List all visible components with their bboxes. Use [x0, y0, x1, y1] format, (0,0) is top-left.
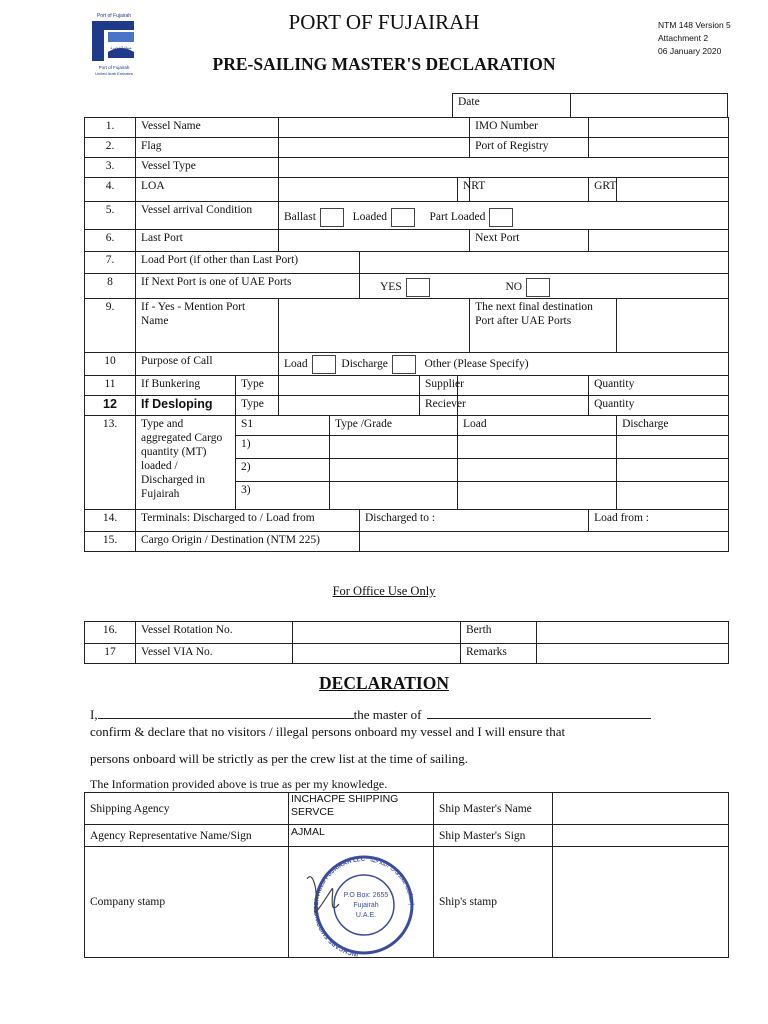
last-port-field[interactable]: [279, 230, 470, 252]
discharged-to-field[interactable]: [360, 510, 589, 532]
other-option-label: Other (Please Specify): [424, 358, 529, 371]
row-number: 6.: [85, 230, 136, 252]
office-table: [84, 621, 729, 664]
loa-field[interactable]: [279, 178, 458, 202]
loaded-label: Loaded: [352, 211, 388, 224]
declaration-line-1: [90, 706, 651, 723]
row-number: 7.: [85, 252, 136, 274]
row-number: 5.: [85, 202, 136, 230]
final-destination-field[interactable]: [617, 299, 729, 353]
office-row-16: [85, 622, 729, 644]
declaration-title: DECLARATION: [319, 673, 449, 693]
cargo-grade-field[interactable]: [330, 459, 458, 482]
next-port-label: Next Port: [470, 230, 589, 252]
stamp-pobox: P.O Box: 2655: [343, 892, 389, 899]
row-number: 13.: [85, 416, 136, 510]
cargo-load-field[interactable]: [458, 482, 617, 510]
last-port-label: Last Port: [136, 230, 279, 252]
form-row-13-header: [85, 416, 729, 436]
form-row-1: [85, 118, 729, 138]
arrival-condition-options: [279, 202, 729, 230]
load-option-label: Load: [284, 358, 308, 371]
main-form-table: [84, 117, 729, 552]
next-port-field[interactable]: [589, 230, 729, 252]
vessel-type-label: Vessel Type: [136, 158, 279, 178]
berth-field[interactable]: [537, 622, 729, 644]
loaded-checkbox[interactable]: [391, 208, 415, 227]
form-row-8: [85, 274, 729, 299]
cargo-row-index: 2): [236, 459, 330, 482]
declaration-line-4: The Information provided above is true as per my knowledge.: [90, 777, 388, 791]
cargo-load-header: Load: [458, 416, 617, 436]
cargo-load-field[interactable]: [458, 436, 617, 459]
load-from-label: Load from :: [594, 512, 650, 524]
declaration-line-2: confirm & declare that no visitors / illegal persons onboard my vessel and I will ensure that: [90, 724, 566, 739]
vessel-type-field[interactable]: [279, 158, 729, 178]
no-checkbox[interactable]: [526, 278, 550, 297]
form-row-4: [85, 178, 729, 202]
stamp-country: U.A.E.: [355, 912, 377, 919]
master-name-field[interactable]: [553, 793, 729, 825]
berth-label: Berth: [461, 622, 537, 644]
via-field[interactable]: [293, 644, 461, 664]
flag-field[interactable]: [279, 138, 470, 158]
form-row-5: [85, 202, 729, 230]
ballast-checkbox[interactable]: [320, 208, 344, 227]
logo-text-port: Port of Fujairah: [98, 65, 130, 70]
office-row-17: [85, 644, 729, 664]
cargo-row-index: 3): [236, 482, 330, 510]
desloping-type-label: Type: [236, 396, 279, 416]
cargo-grade-field[interactable]: [330, 436, 458, 459]
loa-label: LOA: [136, 178, 279, 202]
discharge-checkbox[interactable]: [392, 355, 416, 374]
grt-field[interactable]: [617, 178, 729, 202]
load-checkbox[interactable]: [312, 355, 336, 374]
date-table: [452, 93, 728, 118]
row-number: 9.: [85, 299, 136, 353]
nrt-field[interactable]: [470, 178, 589, 202]
final-destination-label: The next final destination Port after UAE Ports: [470, 299, 617, 353]
representative-row: [85, 825, 729, 847]
arrival-condition-label: Vessel arrival Condition: [136, 202, 279, 230]
ref-attachment: Attachment 2: [658, 33, 709, 43]
stamp-city: Fujairah: [353, 902, 379, 909]
imo-label: IMO Number: [470, 118, 589, 138]
cargo-discharge-field[interactable]: [617, 482, 729, 510]
shipping-agency-label: Shipping Agency: [85, 793, 289, 825]
row-number: 17: [85, 644, 136, 664]
cargo-discharge-field[interactable]: [617, 436, 729, 459]
ship-stamp-box[interactable]: [553, 847, 729, 958]
cargo-grade-header: Type /Grade: [330, 416, 458, 436]
discharged-to-label: Discharged to :: [365, 512, 436, 524]
master-sign-field[interactable]: [553, 825, 729, 847]
declarant-name-field[interactable]: [98, 706, 354, 719]
cargo-label: Type and aggregated Cargo quantity (MT) loaded / Discharged in Fujairah: [136, 416, 236, 510]
bunkering-type-label: Type: [236, 376, 279, 396]
company-stamp-seal: [297, 849, 427, 957]
vessel-name-blank[interactable]: [427, 706, 651, 719]
row-number: 15.: [85, 532, 136, 552]
company-stamp-label: Company stamp: [85, 847, 289, 958]
stamp-ring-text: INCHCAPE SHIPPING SERVICES FUJAIRAH LLC: [314, 856, 366, 957]
desloping-quantity-label: Quantity: [589, 396, 729, 416]
row-number: 3.: [85, 158, 136, 178]
bunkering-label: If Bunkering: [136, 376, 236, 396]
bunkering-quantity-label: Quantity: [589, 376, 729, 396]
page-subtitle: PRE-SAILING MASTER'S DECLARATION: [212, 54, 556, 74]
cargo-discharge-field[interactable]: [617, 459, 729, 482]
no-label: NO: [505, 281, 523, 294]
imo-field[interactable]: [589, 118, 729, 138]
form-row-15: [85, 532, 729, 552]
declaration-i: I,: [90, 707, 98, 722]
page-title: PORT OF FUJAIRAH: [288, 10, 480, 34]
cargo-origin-field[interactable]: [360, 532, 729, 552]
stamp-row: [85, 847, 729, 958]
row-number: 14.: [85, 510, 136, 532]
rotation-field[interactable]: [293, 622, 461, 644]
logo-text-country: United Arab Emirates: [95, 71, 133, 76]
master-name-label: Ship Master's Name: [434, 793, 553, 825]
row-number: 11: [85, 376, 136, 396]
form-row-11: [85, 376, 729, 396]
ship-stamp-label: Ship's stamp: [434, 847, 553, 958]
discharge-option-label: Discharge: [341, 358, 388, 371]
cargo-discharge-header: Discharge: [617, 416, 729, 436]
ref-date: 06 January 2020: [658, 46, 722, 56]
remarks-label: Remarks: [461, 644, 537, 664]
desloping-type-field[interactable]: [279, 396, 420, 416]
remarks-field[interactable]: [537, 644, 729, 664]
row-number: 8: [85, 274, 136, 299]
supplier-field[interactable]: [458, 376, 589, 396]
representative-label: Agency Representative Name/Sign: [85, 825, 289, 847]
load-port-label: Load Port (if other than Last Port): [136, 252, 360, 274]
yes-checkbox[interactable]: [406, 278, 430, 297]
row-number: 1.: [85, 118, 136, 138]
row-number: 12: [85, 396, 136, 416]
part-loaded-label: Part Loaded: [429, 211, 486, 224]
agency-row: [85, 793, 729, 825]
form-row-10: [85, 353, 729, 376]
ref-ntm: NTM 148 Version 5: [658, 20, 731, 30]
vessel-name-field[interactable]: [279, 118, 470, 138]
cargo-load-field[interactable]: [458, 459, 617, 482]
nrt-label: NRT: [458, 178, 470, 202]
cargo-s1-header: S1: [236, 416, 330, 436]
desloping-label: If Desloping: [136, 396, 236, 416]
logo-text-top: Port of Fujairah: [96, 13, 132, 19]
registry-label: Port of Registry: [470, 138, 589, 158]
form-row-7: [85, 252, 729, 274]
form-row-2: [85, 138, 729, 158]
purpose-options: [279, 353, 729, 376]
date-label: Date: [453, 94, 571, 118]
form-row-3: [85, 158, 729, 178]
row-number: 2.: [85, 138, 136, 158]
signature-table: [84, 792, 729, 958]
row-number: 10: [85, 353, 136, 376]
cargo-grade-field[interactable]: [330, 482, 458, 510]
purpose-label: Purpose of Call: [136, 353, 279, 376]
representative-value: AJMAL: [289, 825, 434, 847]
grt-label: GRT: [589, 178, 617, 202]
form-row-14: [85, 510, 729, 532]
uae-port-label: If Next Port is one of UAE Ports: [136, 274, 360, 299]
vessel-name-label: Vessel Name: [136, 118, 279, 138]
mention-port-label: If - Yes - Mention Port Name: [136, 299, 279, 353]
date-field[interactable]: [571, 94, 728, 118]
yes-label: YES: [380, 281, 402, 294]
via-label: Vessel VIA No.: [136, 644, 293, 664]
cargo-origin-label: Cargo Origin / Destination (NTM 225): [136, 532, 360, 552]
load-port-field[interactable]: [360, 252, 729, 274]
cargo-row-index: 1): [236, 436, 330, 459]
form-row-12: [85, 396, 729, 416]
supplier-label: Supplier: [420, 376, 458, 396]
row-number: 4.: [85, 178, 136, 202]
part-loaded-checkbox[interactable]: [489, 208, 513, 227]
company-stamp-box[interactable]: [289, 847, 434, 958]
flag-label: Flag: [136, 138, 279, 158]
row-number: 16.: [85, 622, 136, 644]
form-row-6: [85, 230, 729, 252]
terminals-label: Terminals: Discharged to / Load from: [136, 510, 360, 532]
shipping-agency-value: INCHACPE SHIPPING SERVCE: [289, 793, 434, 825]
uae-port-options: [360, 274, 729, 299]
reciever-label: Reciever: [420, 396, 458, 416]
load-from-field[interactable]: [589, 510, 729, 532]
ballast-label: Ballast: [284, 211, 316, 224]
office-use-title: For Office Use Only: [332, 584, 436, 598]
rotation-label: Vessel Rotation No.: [136, 622, 293, 644]
registry-field[interactable]: [589, 138, 729, 158]
form-row-9: [85, 299, 729, 353]
master-sign-label: Ship Master's Sign: [434, 825, 553, 847]
stamp-ring-arabic: إنشكيب للخدمات الملاحية: [369, 856, 416, 906]
reciever-field[interactable]: [458, 396, 589, 416]
logo-text-arabic: ميناء الفجيرة: [110, 45, 132, 50]
bunkering-type-field[interactable]: [279, 376, 420, 396]
mention-port-field[interactable]: [279, 299, 470, 353]
master-of-text: the master of: [353, 707, 422, 722]
declaration-line-3: persons onboard will be strictly as per the crew list at the time of sailing.: [90, 751, 468, 766]
